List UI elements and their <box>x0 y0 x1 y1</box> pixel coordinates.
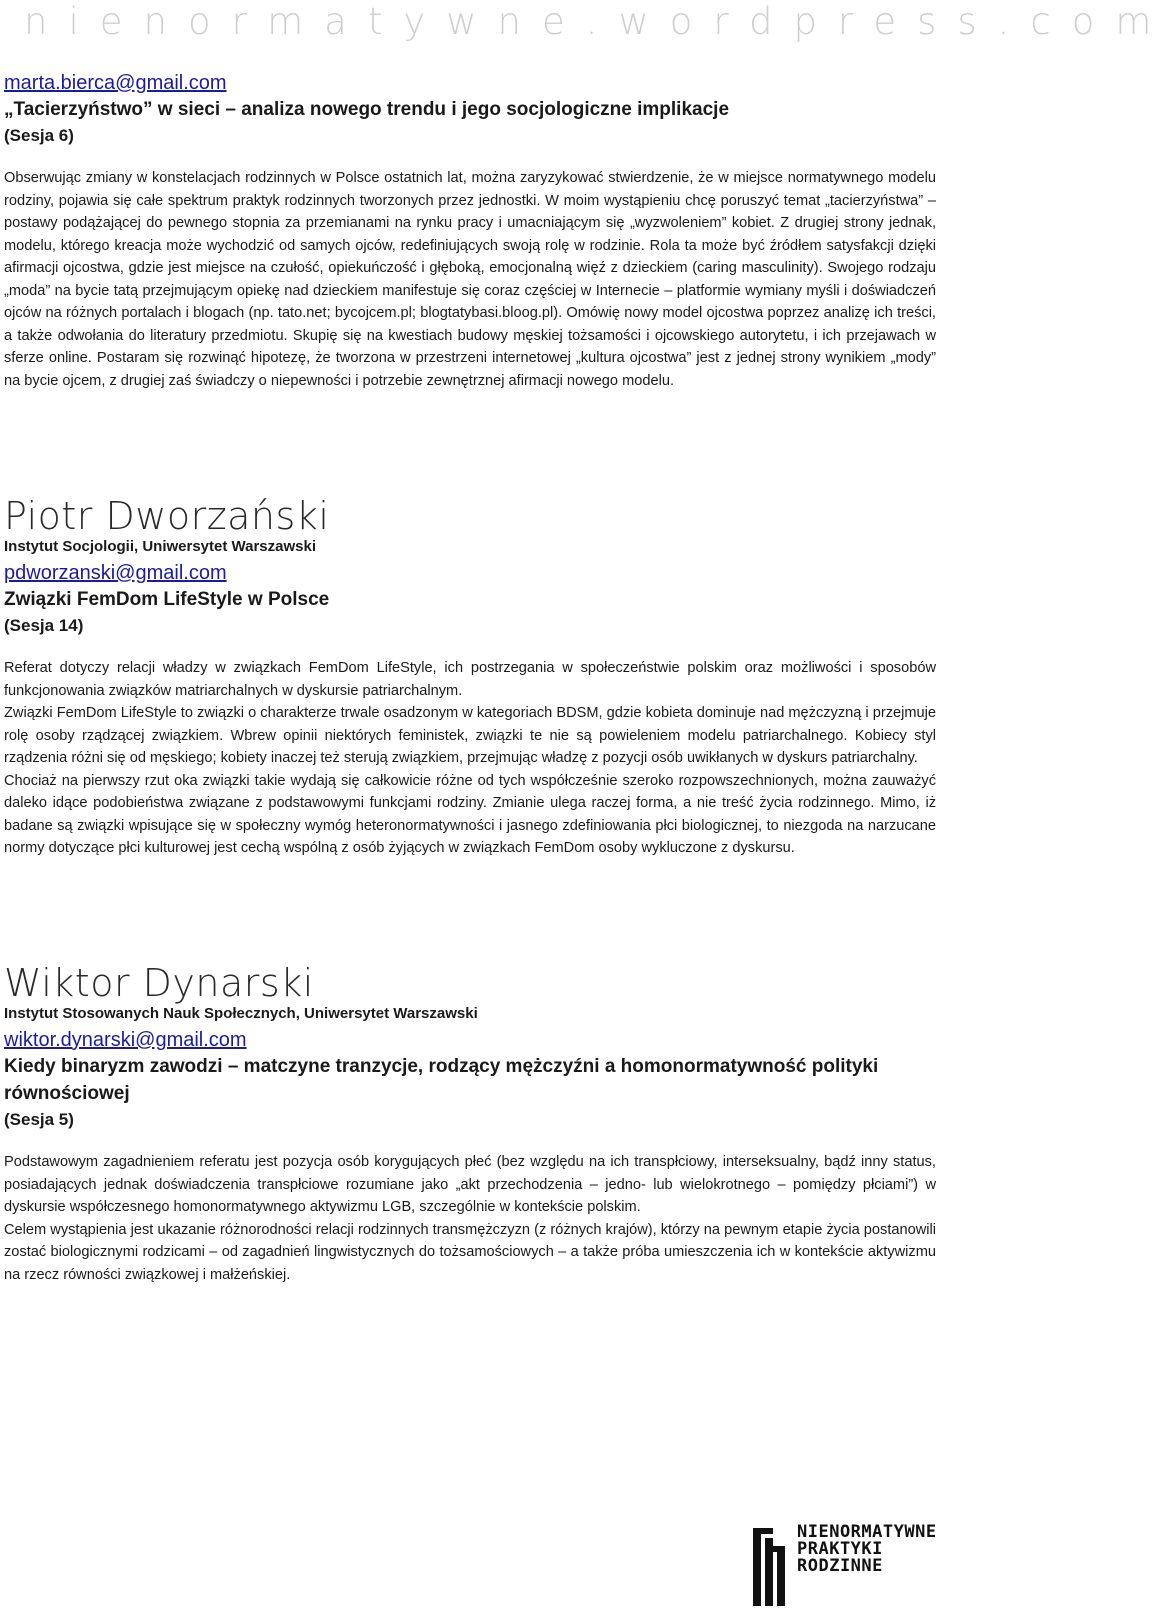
abstract-title: „Tacierzyństwo” w sieci – analiza nowego trendu i jego socjologiczne implikacje <box>4 99 730 120</box>
session-label: (Sesja 6) <box>4 126 74 145</box>
logo-mark-icon <box>753 1528 787 1606</box>
abstract-paragraph: Związki FemDom LifeStyle to związki o charakterze trwale osadzonym w kategoriach BDSM, gdzie kobieta dominuje nad mężczyzną i przejmuje rolę osoby rządzącej związkiem. Wbrew opinii niektórych feministek, związki te nie są powieleniem modelu patriarchalnego. Kobiecy styl rządzenia różni się od męskiego; kobiety inaczej też sterują związkiem, przejmując władzę z pozycji osób uwikłanych w dyskurs patriarchalny. <box>4 705 936 766</box>
logo-wordmark <box>797 1524 937 1575</box>
abstract-body <box>4 657 936 860</box>
abstract-title: Kiedy binaryzm zawodzi – matczyne tranzycje, rodzący mężczyźni a homonormatywność polityki równościowej <box>4 1056 879 1104</box>
logo-line: PRAKTYKI <box>797 1539 883 1559</box>
author-email-link[interactable]: wiktor.dynarski@gmail.com <box>4 1029 247 1051</box>
author-affiliation: Instytut Socjologii, Uniwersytet Warszawski <box>4 538 317 555</box>
abstract-entry <box>4 70 936 392</box>
abstract-entry <box>4 496 936 860</box>
abstract-title: Związki FemDom LifeStyle w Polsce <box>4 589 330 610</box>
author-email-link[interactable]: marta.bierca@gmail.com <box>4 72 227 94</box>
logo-line: NIENORMATYWNE <box>797 1522 937 1542</box>
site-header-url: nienormatywne.wordpress.com <box>24 0 1172 43</box>
abstract-paragraph: Chociaż na pierwszy rzut oka związki takie wydają się całkowicie różne od tych współcześnie szeroko rozpowszechnionych, można zauważyć daleko idące podobieństwa związane z podstawowymi funkcjami rodziny. Zmianie ulega raczej forma, a nie treść życia rodzinnego. Mimo, iż badane są związki wpisujące się w społeczny wymóg heteronormatywności i jasnego zdefiniowania płci biologicznej, to niezgoda na narzucane normy dotyczące płci kulturowej jest cechą wspólną z osób żyjących w związkach FemDom osoby wykluczone z dyskursu. <box>4 772 936 856</box>
author-affiliation: Instytut Stosowanych Nauk Społecznych, Uniwersytet Warszawski <box>4 1005 478 1022</box>
author-email-link[interactable]: pdworzanski@gmail.com <box>4 562 227 584</box>
abstract-paragraph: Celem wystąpienia jest ukazanie różnorodności relacji rodzinnych transmężczyzn (z różnych krajów), którzy na pewnym etapie życia postanowili zostać biologicznymi rodzicami – od zagadnień lingwistycznych do tożsamościowych – a także próba umieszczenia ich w kontekście aktywizmu na rzecz równości związkowej i małżeńskiej. <box>4 1221 936 1283</box>
logo-line: RODZINNE <box>797 1556 883 1576</box>
abstract-entry <box>4 963 936 1286</box>
conference-logo <box>753 1522 937 1606</box>
author-name: Piotr Dworzański <box>4 494 330 538</box>
author-name: Wiktor Dynarski <box>4 961 314 1005</box>
abstract-paragraph: Referat dotyczy relacji władzy w związkach FemDom LifeStyle, ich postrzegania w społeczeństwie polskim oraz możliwości i sposobów funkcjonowania związków matriarchalnych w dyskursie patriarchalnym. <box>4 660 936 699</box>
abstract-body <box>4 167 936 392</box>
abstract-paragraph: Podstawowym zagadnieniem referatu jest pozycja osób korygujących płeć (bez względu na ich transpłciowy, interseksualny, bądź inny status, posiadających jednak doświadczenia transpłciowe rozumiane jako „akt przechodzenia – jedno- lub wielokrotnego – pomiędzy płciami”) w dyskursie współczesnego homonormatywnego aktywizmu LGB, szczególnie w kontekście polskim. <box>4 1154 936 1215</box>
session-label: (Sesja 14) <box>4 616 84 635</box>
session-label: (Sesja 5) <box>4 1110 74 1129</box>
abstract-body <box>4 1151 936 1286</box>
abstract-paragraph: Obserwując zmiany w konstelacjach rodzinnych w Polsce ostatnich lat, można zaryzykować stwierdzenie, że w miejsce normatywnego modelu rodziny, pojawia się całe spektrum praktyk rodzinnych tworzonych przez jednostki. W moim wystąpieniu chcę poruszyć temat „tacierzyństwa” – postawy podążającej do pewnego stopnia za przemianami na rynku pracy i umacniającym się „wyzwoleniem” kobiet. Z drugiej strony jednak, modelu, którego kreacja może wychodzić od samych ojców, redefiniujących swoją rolę w rodzinie. Rola ta może być źródłem satysfakcji dzięki afirmacji ojcostwa, gdzie jest miejsce na czułość, opiekuńczość i głęboką, emocjonalną więź z dzieckiem (caring masculinity). Swojego rodzaju „moda” na bycie tatą przejmującym opiekę nad dzieckiem manifestuje się coraz częściej w Internecie – platformie wymiany myśli i doświadczeń ojców na różnych portalach i blogach (np. tato.net; bycojcem.pl; blogtatybasi.bloog.pl). Omówię nowy model ojcostwa poprzez analizę ich treści, a także odwołania do literatury przedmiotu. Skupię się na kwestiach budowy męskiej tożsamości i ojcowskiego autorytetu, i ich przejawach w sferze online. Postaram się rozwinąć hipotezę, że tworzona w przestrzeni internetowej „kultura ojcostwa” jest z jednej strony wynikiem „mody” na bycie ojcem, z drugiej zaś świadczy o niepewności i potrzebie zewnętrznej afirmacji nowego modelu. <box>4 170 936 389</box>
